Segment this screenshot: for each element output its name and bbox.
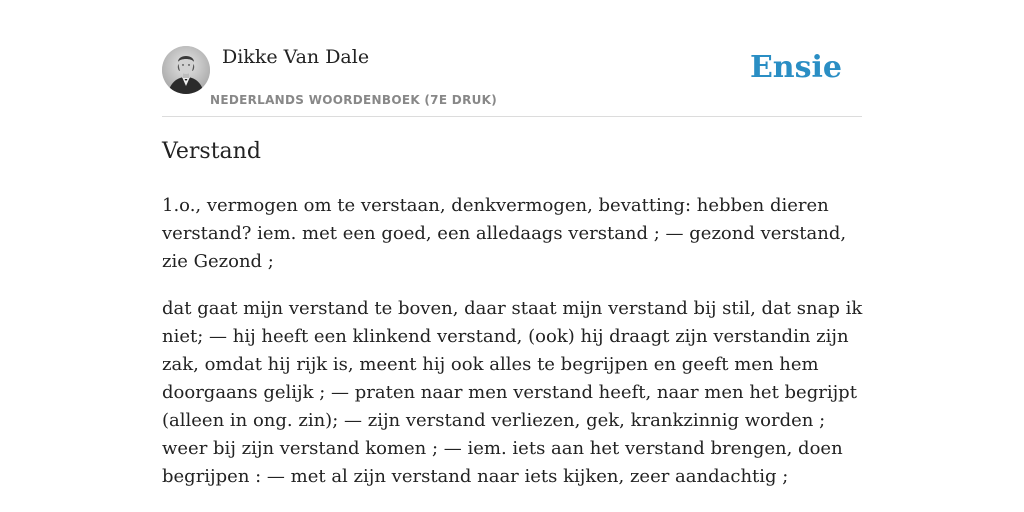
avatar[interactable] [162, 46, 210, 94]
entry-paragraph: 1.o., vermogen om te verstaan, denkvermogen, bevatting: hebben dieren verstand? iem. met een goed, een alledaags verstand ; — gezond verstand, zie Gezond ; [162, 195, 847, 272]
entry-body [162, 192, 868, 510]
brand-logo[interactable]: Ensie [749, 50, 842, 85]
header [162, 44, 862, 117]
portrait-icon [162, 46, 210, 94]
source-label[interactable]: NEDERLANDS WOORDENBOEK (7E DRUK) [210, 93, 498, 107]
author-name[interactable]: Dikke Van Dale [222, 46, 370, 68]
entry-paragraph: dat gaat mijn verstand te boven, daar staat mijn verstand bij stil, dat snap ik niet; — hij heeft een klinkend verstand, (ook) hij draagt zijn verstandin zijn zak, omdat hij rijk is, meent hij ook alles te begrijpen en geeft men hem doorgaans gelijk ; — praten naar men verstand heeft, naar men het begrijpt (alleen in ong. zin); — zijn verstand verliezen, gek, krankzinnig worden ; weer bij zijn verstand komen ; — iem. iets aan het verstand brengen, doen begrijpen : — met al zijn verstand naar iets kijken, zeer aandachtig ; [162, 298, 863, 487]
entry-title: Verstand [162, 139, 261, 164]
